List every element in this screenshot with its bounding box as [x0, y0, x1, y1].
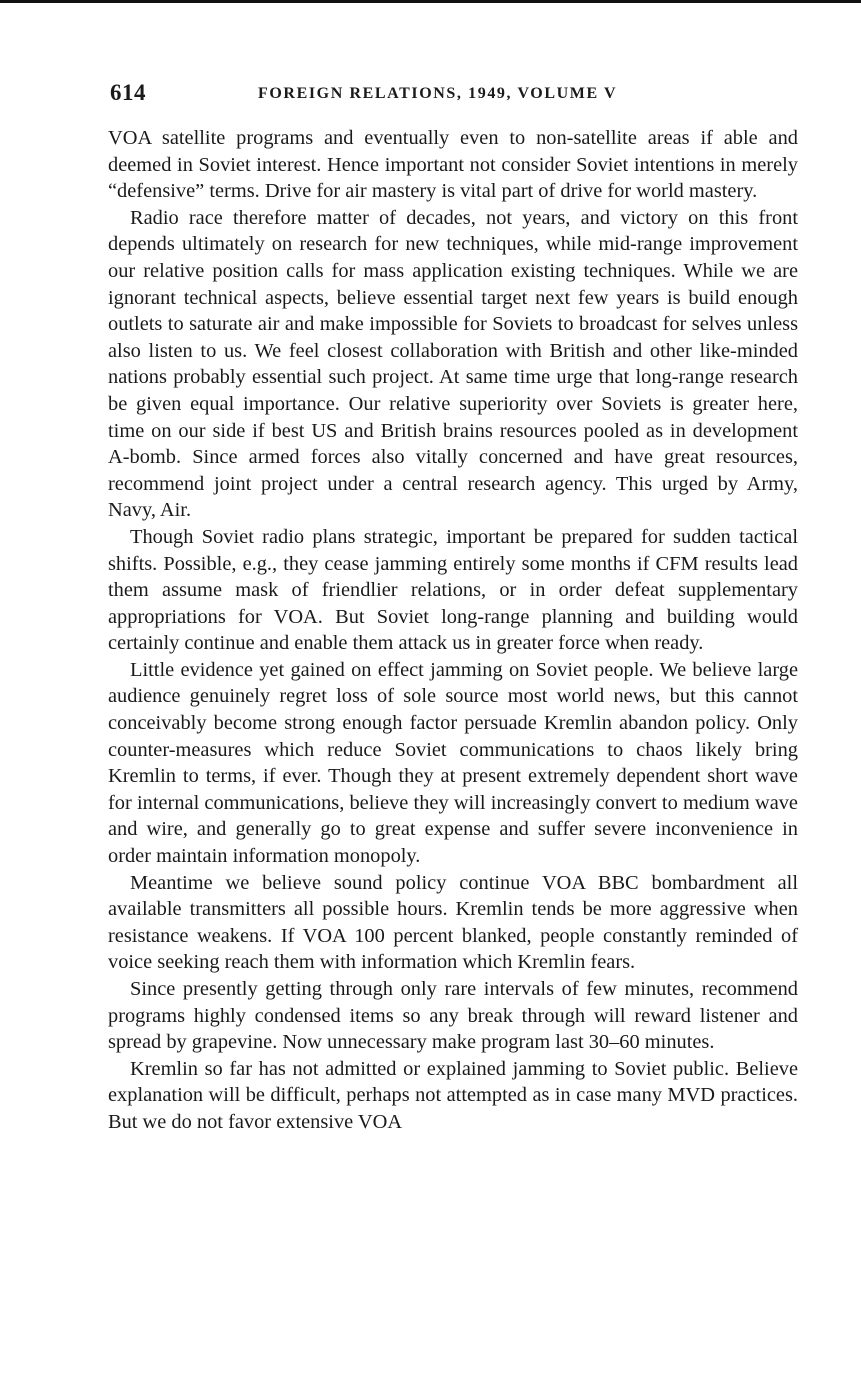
page-number: 614 — [110, 80, 146, 105]
paragraph-jamming-effect: Little evidence yet gained on effect jamming on Soviet people. We believe large audience genuinely regret loss of sole source most world news, but this cannot conceivably become strong enough factor persuade Kremlin abandon policy. Only counter-measures which reduce Soviet communications to chaos likely bring Kremlin to terms, if ever. Though they at present extremely dependent short wave for internal communications, believe they will increasingly convert to medium wave and wire, and generally go to great expense and suffer severe inconvenience in order maintain information monopoly. — [108, 658, 798, 868]
paragraph-voa-satellite-programs: VOA satellite programs and eventually even to non-satellite areas if able and deemed in Soviet interest. Hence important not consider Soviet intentions in merely “defensive” terms. Drive for air mastery is vital part of drive for world mastery. — [108, 127, 798, 203]
paragraph-condensed-programs: Since presently getting through only rare intervals of few minutes, recommend programs highly condensed items so any break through will reward listener and spread by grapevine. Now unnecessary make program last 30–60 minutes. — [108, 978, 798, 1054]
page-top-rule — [0, 0, 861, 3]
body-text — [108, 125, 798, 1136]
paragraph-tactical-shifts: Though Soviet radio plans strategic, important be prepared for sudden tactical shifts. Possible, e.g., they cease jamming entirely some months if CFM results lead them assume mask of friendlier relations, or in order defeat supplementary appropriations for VOA. But Soviet long-range planning and building would certainly continue and enable them attack us in greater force when ready. — [108, 525, 798, 655]
page-header — [108, 80, 798, 110]
paragraph-kremlin-explanation: Kremlin so far has not admitted or explained jamming to Soviet public. Believe explanation will be difficult, perhaps not attempted as in case many MVD practices. But we do not favor extensive VOA — [108, 1057, 798, 1133]
running-head: FOREIGN RELATIONS, 1949, VOLUME V — [258, 85, 618, 102]
paragraph-radio-race: Radio race therefore matter of decades, not years, and victory on this front depends ultimately on research for new techniques, while mid-range improvement our relative position calls for mass application existing techniques. While we are ignorant technical aspects, believe essential target next few years is build enough outlets to saturate air and make impossible for Soviets to broadcast for selves unless also listen to us. We feel closest collaboration with British and other like-minded nations probably essential such project. At same time urge that long-range research be given equal importance. Our relative superiority over Soviets is greater here, time on our side if best US and British brains resources pooled as in development A-bomb. Since armed forces also vitally concerned and have great resources, recommend joint project under a central research agency. This urged by Army, Navy, Air. — [108, 206, 798, 522]
paragraph-bombardment-policy: Meantime we believe sound policy continue VOA BBC bombardment all available transmitters all possible hours. Kremlin tends be more aggressive when resistance weakens. If VOA 100 percent blanked, people constantly reminded of voice seeking reach them with information which Kremlin fears. — [108, 871, 798, 974]
